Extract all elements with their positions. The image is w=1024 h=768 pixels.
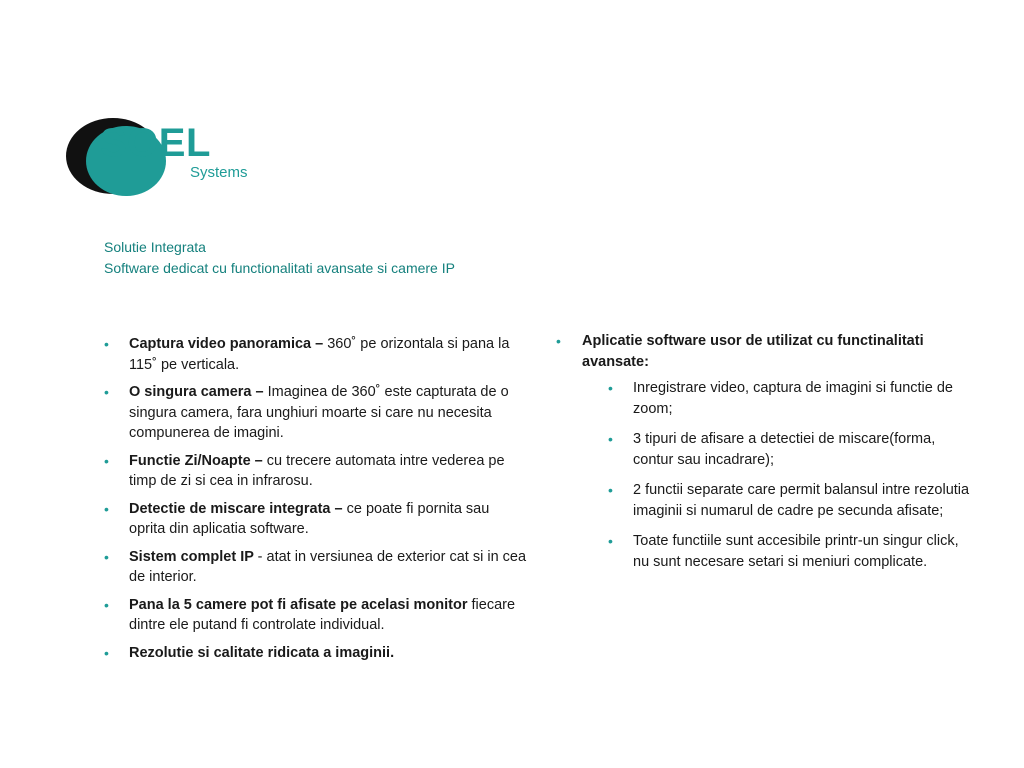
sub-list-item <box>582 429 971 470</box>
list-item <box>104 451 529 492</box>
item-title: Sistem complet IP <box>129 548 258 565</box>
software-heading: Aplicatie software usor de utilizat cu functinalitati avansate: <box>582 333 924 370</box>
software-list <box>556 331 971 572</box>
bullet-icon: • <box>104 452 109 469</box>
item-text: 360˚ pe orizontala si pana la 115˚ pe verticala. <box>129 336 510 373</box>
bullet-icon: • <box>608 482 613 498</box>
sub-list-item <box>582 378 971 419</box>
item-text: cu trecere automata intre vederea pe timp de zi si cea in infrarosu. <box>129 452 505 489</box>
bullet-icon: • <box>104 336 109 352</box>
bullet-icon: • <box>104 644 109 661</box>
bullet-icon: • <box>104 548 109 565</box>
bullet-icon: • <box>608 431 613 447</box>
feature-list <box>104 334 529 663</box>
item-text: Inregistrare video, captura de imagini si functie de zoom; <box>633 380 953 417</box>
bullet-icon: • <box>104 384 109 400</box>
right-feature-column <box>556 331 971 582</box>
item-text: fiecare dintre ele putand fi controlate individual. <box>129 596 516 633</box>
item-title: Detectie de miscare integrata – <box>129 500 347 517</box>
software-feature-list <box>582 378 971 572</box>
list-item <box>104 547 529 588</box>
logo-tagline: Systems <box>190 164 248 181</box>
item-text: 2 functii separate care permit balansul intre rezolutia imaginii si numarul de cadre pe secunda afisate; <box>633 482 970 519</box>
item-title: Pana la 5 camere pot fi afisate pe acelasi monitor <box>129 596 468 613</box>
list-item <box>556 331 971 572</box>
item-title: O singura camera – <box>129 384 268 400</box>
item-text: 3 tipuri de afisare a detectiei de miscare(forma, contur sau incadrare); <box>633 431 936 468</box>
list-item <box>104 382 529 444</box>
list-item <box>104 643 529 664</box>
list-item <box>104 334 529 375</box>
bullet-icon: • <box>556 333 561 349</box>
sub-list-item <box>582 531 971 572</box>
item-text: ce poate fi pornita sau oprita din aplicatia software. <box>129 500 490 537</box>
item-text: - atat in versiunea de exterior cat si in cea de interior. <box>129 548 527 585</box>
bullet-icon: • <box>608 380 613 396</box>
heading-block <box>104 237 455 279</box>
left-feature-column <box>104 334 529 670</box>
item-title: Rezolutie si calitate ridicata a imaginii. <box>129 644 395 661</box>
page-subtitle: Software dedicat cu functionalitati avansate si camere IP <box>104 260 455 276</box>
bullet-icon: • <box>608 533 613 549</box>
item-text: Toate functiile sunt accesibile printr-un singur click, nu sunt necesare setari si meniuri complicate. <box>633 533 959 570</box>
logo-name: SOEL <box>100 121 211 165</box>
bullet-icon: • <box>104 596 109 613</box>
item-title: Captura video panoramica – <box>129 336 328 352</box>
list-item <box>104 499 529 540</box>
list-item <box>104 595 529 636</box>
item-title: Functie Zi/Noapte – <box>129 452 267 469</box>
sub-list-item <box>582 480 971 521</box>
page-title: Solutie Integrata <box>104 239 206 255</box>
bullet-icon: • <box>104 500 109 517</box>
item-text: Imaginea de 360˚ este capturata de o singura camera, fara unghiuri moarte si care nu necesita compunerea de imagini. <box>129 384 509 441</box>
